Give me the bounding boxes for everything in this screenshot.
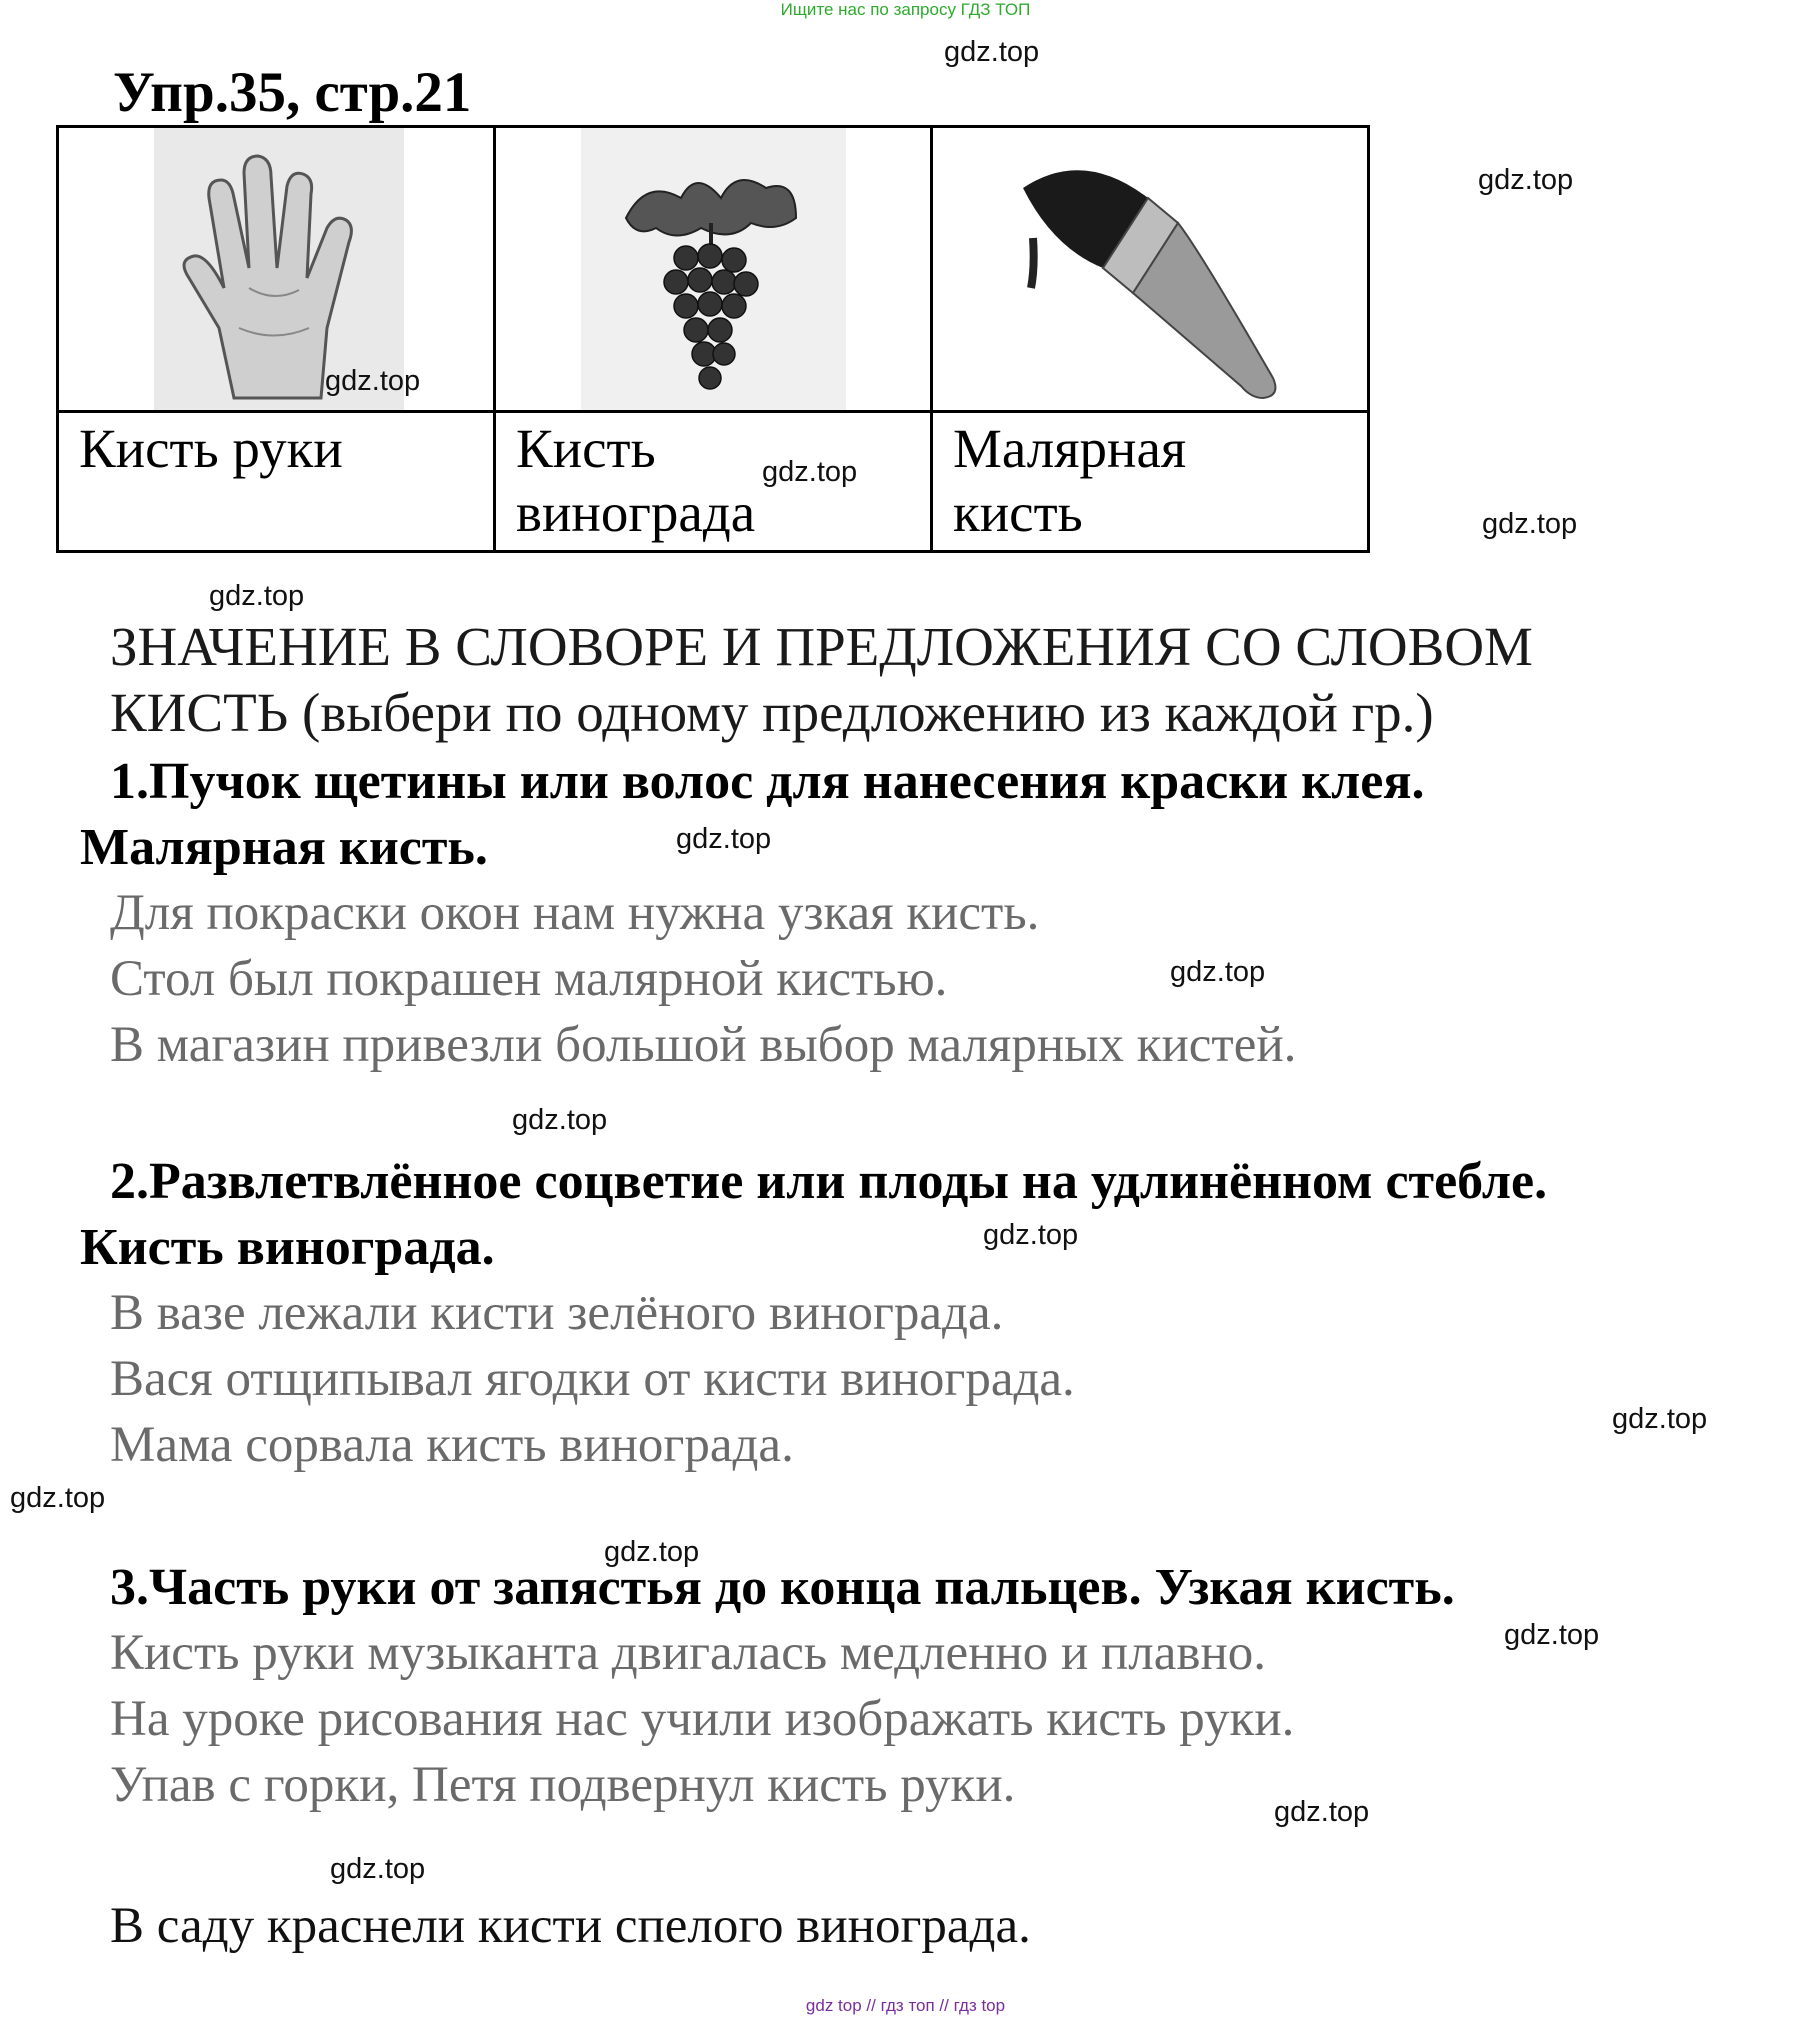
group2-example1: В вазе лежали кисти зелёного винограда. — [110, 1285, 1004, 1341]
group1-definition: 1.Пучок щетины или волос для нанесения краски клея. — [110, 753, 1425, 810]
group1-example2: Стол был покрашен малярной кистью. — [110, 951, 948, 1007]
caption-brush-line1: Малярная — [953, 418, 1187, 479]
heading-line2: КИСТЬ (выбери по одному предложению из каждой гр.) — [110, 682, 1434, 743]
caption-hand-line1: Кисть руки — [79, 418, 343, 479]
final-sentence: В саду краснели кисти спелого винограда. — [110, 1898, 1031, 1954]
watermark: gdz.top — [1482, 508, 1578, 540]
group1-example3: В магазин привезли большой выбор малярных кистей. — [110, 1017, 1297, 1073]
watermark: gdz.top — [10, 1482, 106, 1514]
watermark: gdz.top — [944, 36, 1040, 68]
caption-grapes — [495, 412, 932, 552]
hand-icon — [59, 128, 493, 410]
caption-grapes-line2: винограда — [516, 482, 756, 543]
group2-example3: Мама сорвала кисть винограда. — [110, 1417, 794, 1473]
watermark: gdz.top — [983, 1219, 1079, 1251]
grapes-icon — [496, 128, 930, 410]
heading-line1: ЗНАЧЕНИЕ В СЛОВОРЕ И ПРЕДЛОЖЕНИЯ СО СЛОВОМ — [110, 616, 1533, 677]
brush-image-cell — [932, 127, 1369, 412]
group3-example2: На уроке рисования нас учили изображать кисть руки. — [110, 1691, 1295, 1747]
group2-definition: 2.Развлетвлённое соцветие или плоды на удлинённом стебле. — [110, 1153, 1548, 1210]
watermark: gdz.top — [604, 1536, 700, 1568]
caption-hand — [58, 412, 495, 552]
exercise-title: Упр.35, стр.21 — [113, 61, 472, 124]
group2-example2: Вася отщипывал ягодки от кисти винограда. — [110, 1351, 1075, 1407]
watermark: gdz.top — [1504, 1619, 1600, 1651]
watermark: gdz.top — [209, 580, 305, 612]
group3-definition: 3.Часть руки от запястья до конца пальцев. Узкая кисть. — [110, 1559, 1455, 1616]
caption-brush-line2: кисть — [953, 482, 1083, 543]
grapes-image-cell — [495, 127, 932, 412]
group2-term: Кисть винограда. — [80, 1219, 495, 1276]
watermark: gdz.top — [325, 365, 421, 397]
watermark: gdz.top — [1274, 1796, 1370, 1828]
paintbrush-icon — [933, 128, 1367, 410]
hand-image-cell — [58, 127, 495, 412]
bottom-banner[interactable]: gdz top // гдз топ // гдз top — [805, 1996, 1006, 2015]
watermark: gdz.top — [1478, 164, 1574, 196]
caption-brush — [932, 412, 1369, 552]
images-table — [56, 125, 1370, 553]
watermark: gdz.top — [512, 1104, 608, 1136]
group1-example1: Для покраски окон нам нужна узкая кисть. — [110, 885, 1040, 941]
group3-example3: Упав с горки, Петя подвернул кисть руки. — [110, 1757, 1016, 1813]
watermark: gdz.top — [1170, 956, 1266, 988]
watermark: gdz.top — [1612, 1403, 1708, 1435]
group3-example1: Кисть руки музыканта двигалась медленно и плавно. — [110, 1625, 1267, 1681]
watermark: gdz.top — [676, 823, 772, 855]
watermark: gdz.top — [330, 1853, 426, 1885]
group1-term: Малярная кисть. — [80, 819, 488, 876]
top-banner[interactable]: Ищите нас по запросу ГДЗ ТОП — [780, 0, 1031, 19]
watermark: gdz.top — [762, 456, 858, 488]
caption-grapes-line1: Кисть — [516, 418, 656, 479]
